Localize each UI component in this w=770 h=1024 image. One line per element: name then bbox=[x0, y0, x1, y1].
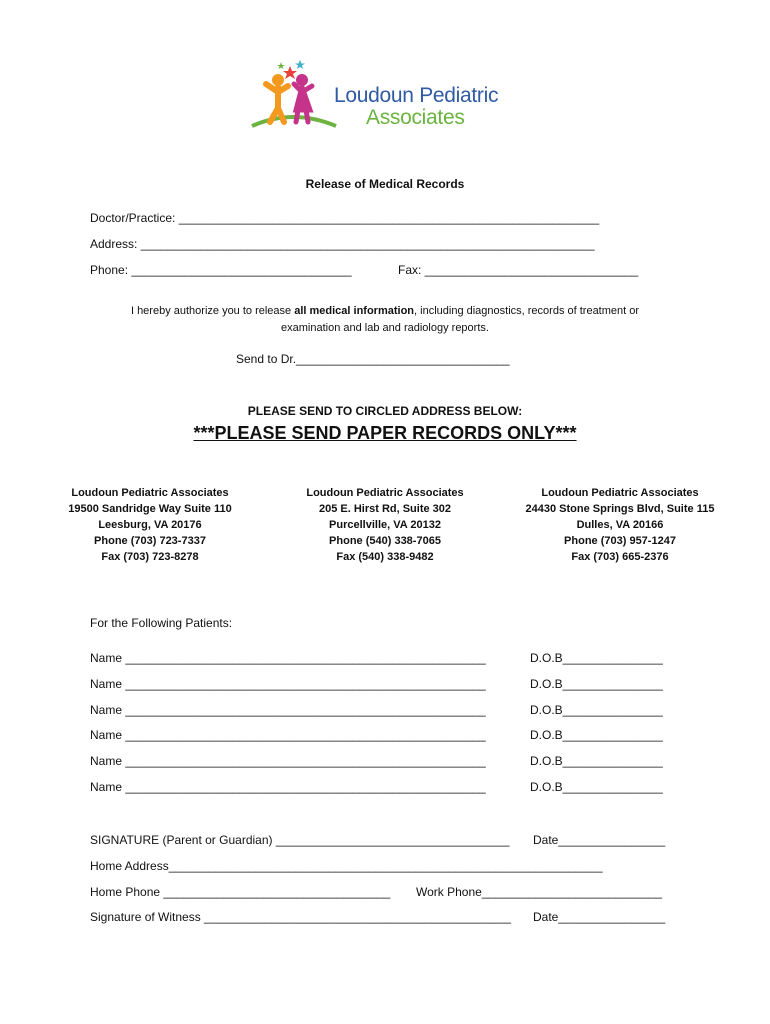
patient-name-field[interactable]: Name ______________________________________________________ bbox=[90, 703, 486, 717]
office-city: Dulles, VA 20166 bbox=[576, 519, 664, 531]
office-phone: Phone (540) 338-7065 bbox=[329, 535, 441, 547]
office-purcellville[interactable] bbox=[265, 485, 505, 565]
office-name: Loudoun Pediatric Associates bbox=[71, 487, 229, 499]
parent-signature-date-field[interactable]: Date________________ bbox=[533, 833, 666, 847]
office-dulles[interactable] bbox=[500, 485, 740, 565]
patient-dob-field[interactable]: D.O.B_______________ bbox=[530, 677, 663, 691]
patient-dob-field[interactable]: D.O.B_______________ bbox=[530, 703, 663, 717]
patient-name-field[interactable]: Name ______________________________________________________ bbox=[90, 780, 486, 794]
authorization-line2: examination and lab and radiology reports. bbox=[281, 322, 489, 334]
office-city: Leesburg, VA 20176 bbox=[98, 519, 202, 531]
circled-address-instruction: PLEASE SEND TO CIRCLED ADDRESS BELOW: bbox=[247, 404, 523, 418]
home-address-field[interactable]: Home Address_________________________________________________________________ bbox=[90, 859, 603, 873]
office-fax: Fax (703) 723-8278 bbox=[101, 551, 199, 563]
patient-dob-field[interactable]: D.O.B_______________ bbox=[530, 754, 663, 768]
phone-field[interactable]: Phone: _________________________________ bbox=[90, 263, 352, 277]
authorization-prefix: I hereby authorize you to release bbox=[130, 305, 295, 317]
patient-dob-field[interactable]: D.O.B_______________ bbox=[530, 728, 663, 742]
witness-date-field[interactable]: Date________________ bbox=[533, 910, 666, 924]
office-name: Loudoun Pediatric Associates bbox=[306, 487, 464, 499]
address-field[interactable]: Address: ____________________________________________________________________ bbox=[90, 237, 595, 251]
office-street: 19500 Sandridge Way Suite 110 bbox=[68, 503, 232, 515]
office-street: 205 E. Hirst Rd, Suite 302 bbox=[318, 503, 452, 515]
office-phone: Phone (703) 723-7337 bbox=[94, 535, 206, 547]
office-street: 24430 Stone Springs Blvd, Suite 115 bbox=[525, 503, 715, 515]
patient-dob-field[interactable]: D.O.B_______________ bbox=[530, 780, 663, 794]
office-fax: Fax (703) 665-2376 bbox=[571, 551, 669, 563]
authorization-bold: all medical information bbox=[294, 305, 415, 317]
office-phone: Phone (703) 957-1247 bbox=[564, 535, 676, 547]
home-phone-field[interactable]: Home Phone __________________________________ bbox=[90, 885, 391, 899]
send-to-doctor-field[interactable]: Send to Dr.________________________________ bbox=[236, 352, 510, 366]
witness-signature-field[interactable]: Signature of Witness ______________________________________________ bbox=[90, 910, 512, 924]
patient-name-field[interactable]: Name ______________________________________________________ bbox=[90, 754, 486, 768]
authorization-suffix: , including diagnostics, records of treatment or bbox=[414, 305, 640, 317]
office-city: Purcellville, VA 20132 bbox=[329, 519, 441, 531]
work-phone-field[interactable]: Work Phone___________________________ bbox=[416, 885, 663, 899]
patient-name-field[interactable]: Name ______________________________________________________ bbox=[90, 728, 486, 742]
practice-logo bbox=[248, 58, 538, 132]
logo-text-line1: Loudoun Pediatric bbox=[334, 84, 499, 107]
authorization-line1 bbox=[0, 303, 770, 320]
doctor-practice-field[interactable]: Doctor/Practice: _______________________________________________________________ bbox=[90, 211, 600, 225]
patients-heading: For the Following Patients: bbox=[90, 616, 233, 630]
office-fax: Fax (540) 338-9482 bbox=[336, 551, 434, 563]
children-logo-icon bbox=[248, 58, 338, 132]
paper-records-notice: ***PLEASE SEND PAPER RECORDS ONLY*** bbox=[193, 423, 577, 443]
fax-field[interactable]: Fax: ________________________________ bbox=[398, 263, 639, 277]
office-leesburg[interactable] bbox=[30, 485, 270, 565]
patient-name-field[interactable]: Name ______________________________________________________ bbox=[90, 677, 486, 691]
patient-name-field[interactable]: Name ______________________________________________________ bbox=[90, 651, 486, 665]
office-name: Loudoun Pediatric Associates bbox=[541, 487, 699, 499]
parent-signature-field[interactable]: SIGNATURE (Parent or Guardian) ___________________________________ bbox=[90, 833, 510, 847]
logo-text-line2: Associates bbox=[366, 106, 465, 129]
form-title: Release of Medical Records bbox=[305, 177, 465, 191]
patient-dob-field[interactable]: D.O.B_______________ bbox=[530, 651, 663, 665]
